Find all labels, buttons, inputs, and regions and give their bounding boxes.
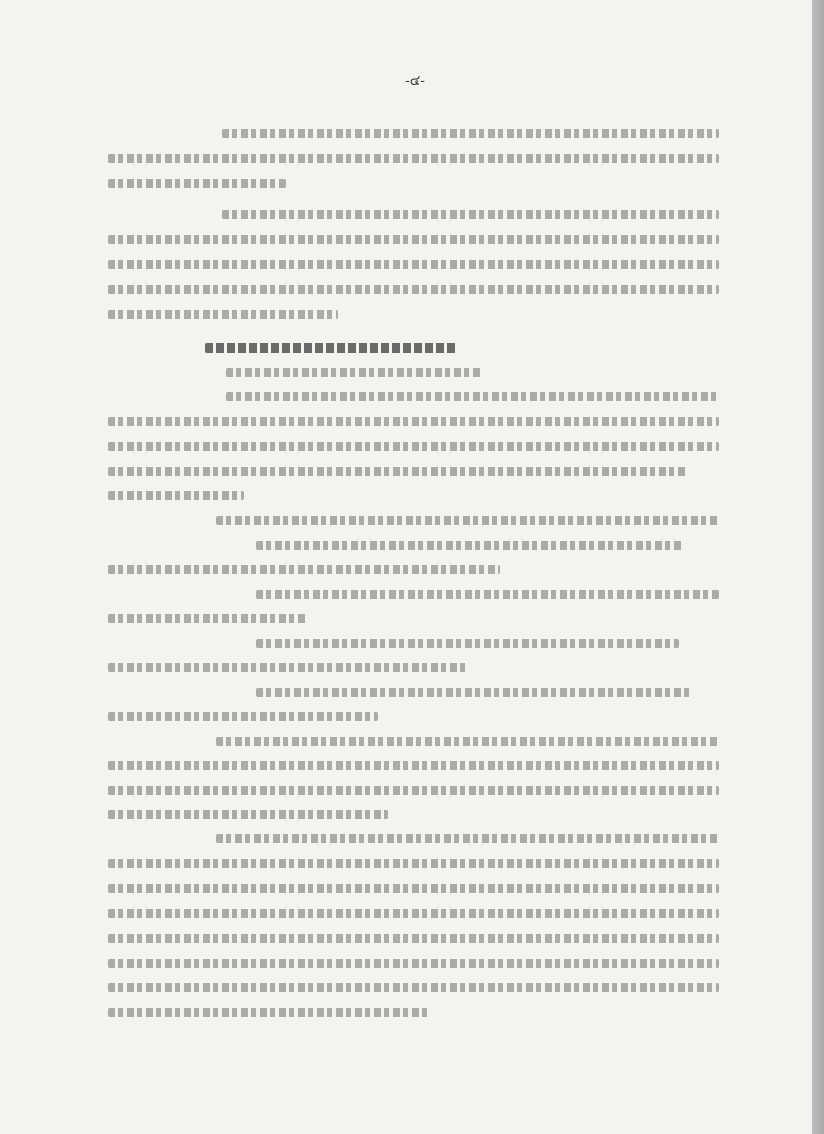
text-line — [108, 467, 688, 476]
text-line — [108, 235, 719, 244]
text-line — [108, 179, 286, 188]
text-line — [222, 129, 719, 138]
scan-edge — [812, 0, 824, 1134]
text-line — [256, 590, 719, 599]
text-line — [108, 285, 719, 294]
text-line — [108, 712, 378, 721]
text-line — [108, 1008, 431, 1017]
page-number: -๔- — [404, 73, 426, 89]
text-line — [108, 959, 719, 968]
text-line — [222, 210, 719, 219]
text-line — [216, 834, 719, 843]
text-line — [108, 983, 719, 992]
text-line — [108, 260, 719, 269]
text-line — [108, 761, 719, 770]
text-line — [256, 639, 679, 648]
text-line — [216, 516, 719, 525]
text-line — [256, 688, 690, 697]
text-line — [108, 859, 719, 868]
text-line — [108, 614, 308, 623]
text-line — [216, 737, 719, 746]
text-line — [226, 368, 481, 377]
text-line — [226, 392, 719, 401]
text-line — [108, 786, 719, 795]
text-line — [108, 417, 719, 426]
text-line — [108, 884, 719, 893]
text-line — [108, 663, 468, 672]
section-heading — [205, 343, 457, 353]
text-line — [108, 909, 719, 918]
text-line — [256, 541, 682, 550]
text-line — [108, 442, 719, 451]
text-line — [108, 491, 244, 500]
text-line — [108, 810, 388, 819]
text-line — [108, 310, 338, 319]
text-line — [108, 565, 500, 574]
text-line — [108, 934, 719, 943]
text-line — [108, 154, 719, 163]
